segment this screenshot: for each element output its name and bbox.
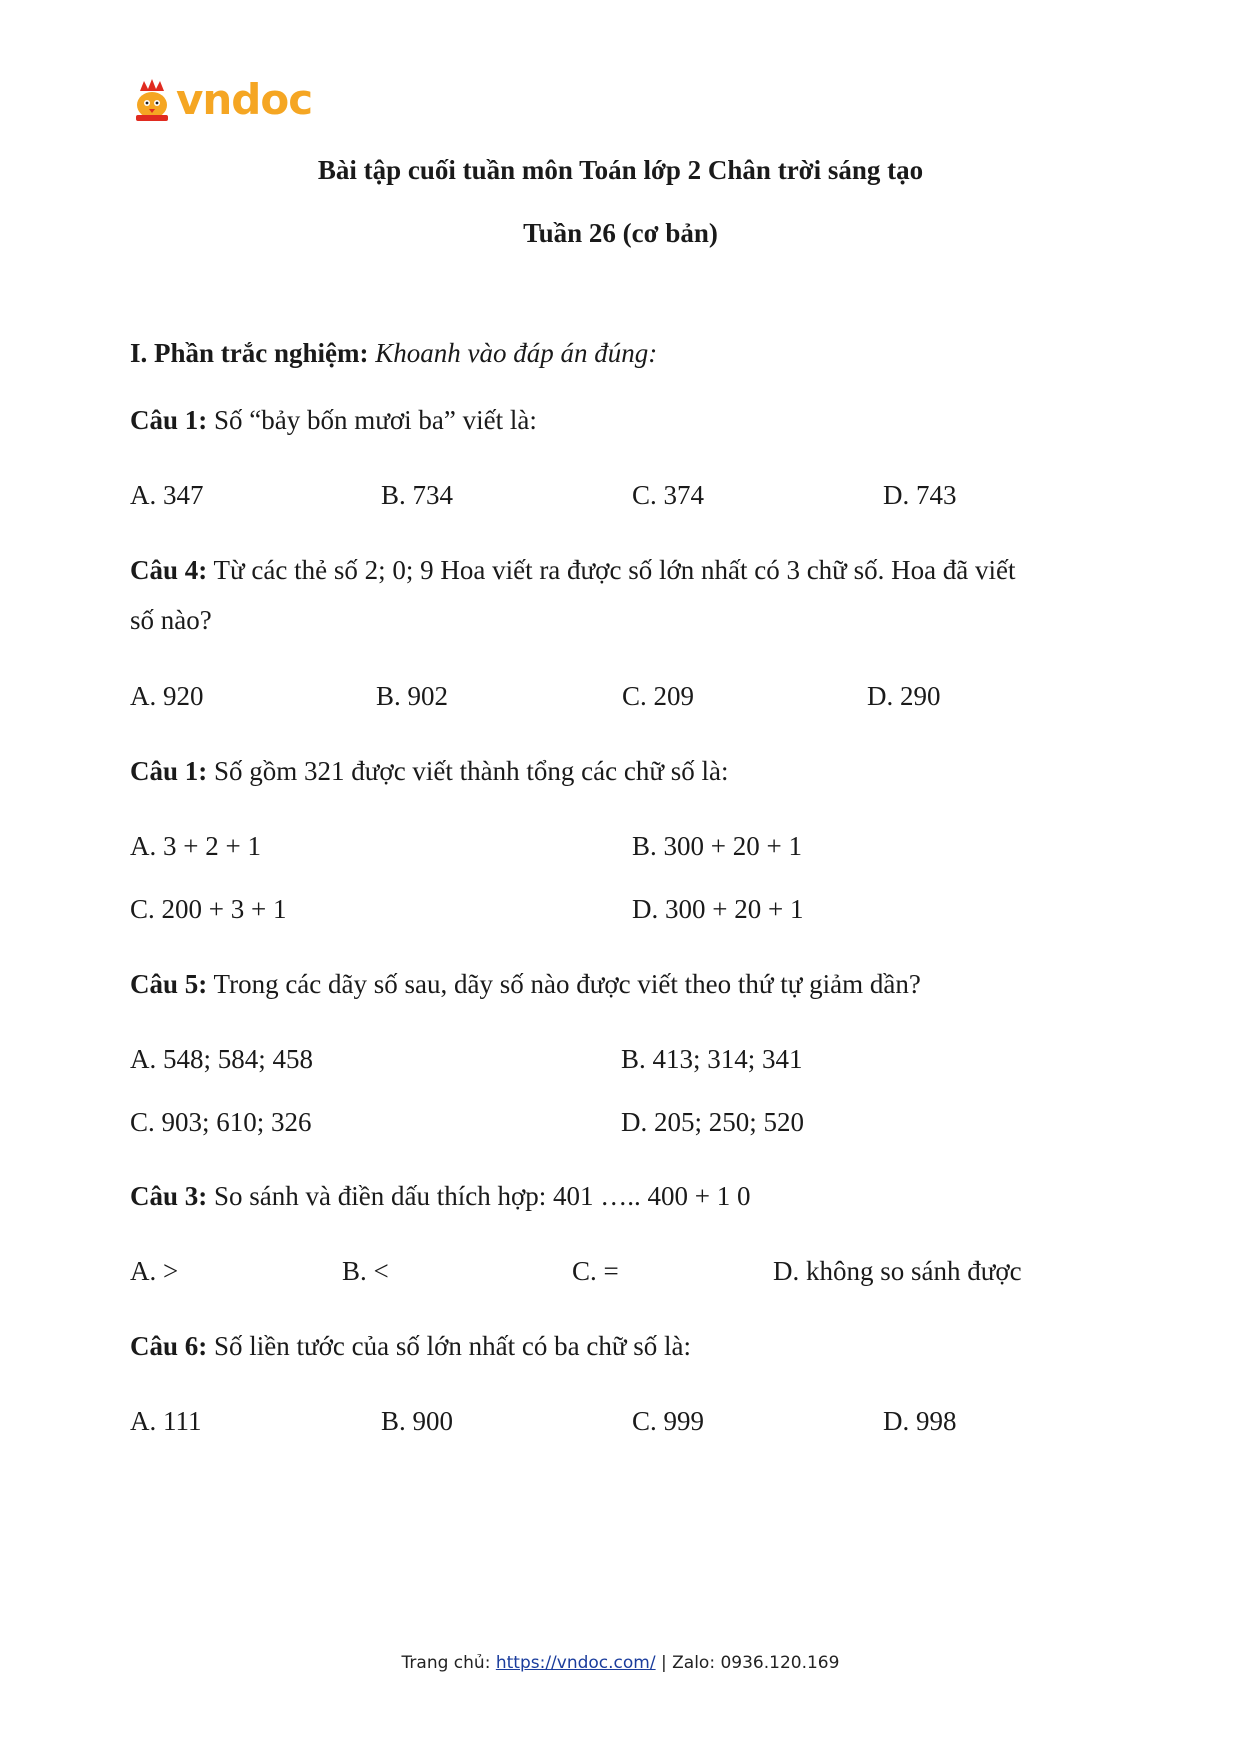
document-subtitle: Tuần 26 (cơ bản)	[523, 218, 718, 248]
option-b[interactable]: B. <	[342, 1256, 389, 1286]
option-d[interactable]: D. 205; 250; 520	[621, 1107, 805, 1137]
option-c[interactable]: C. =	[572, 1256, 619, 1286]
option-d[interactable]: D. 300 + 20 + 1	[632, 894, 804, 924]
option-a[interactable]: A. 347	[130, 480, 204, 510]
question-text: Trong các dãy số sau, dãy số nào được viết theo thứ tự giảm dần?	[207, 969, 921, 999]
document-title: Bài tập cuối tuần môn Toán lớp 2 Chân trời sáng tạo	[317, 155, 924, 185]
question-2	[130, 555, 1016, 586]
question-3	[130, 756, 728, 787]
question-text: Số liền tước của số lớn nhất có ba chữ số là:	[207, 1331, 691, 1361]
question-text: Số “bảy bốn mươi ba” viết là:	[207, 405, 537, 435]
footer-home-link[interactable]: https://vndoc.com/	[495, 1653, 656, 1673]
vndoc-logo[interactable]	[132, 74, 312, 126]
question-label: Câu 6:	[130, 1331, 208, 1361]
option-c[interactable]: C. 200 + 3 + 1	[130, 894, 287, 924]
footer-separator: |	[655, 1653, 673, 1673]
section-label: I. Phần trắc nghiệm:	[130, 338, 369, 368]
option-a[interactable]: A. 548; 584; 458	[130, 1044, 314, 1074]
question-4	[130, 969, 921, 1000]
option-c[interactable]: C. 209	[622, 681, 695, 711]
logo-text: vndoc	[176, 75, 313, 124]
option-b[interactable]: B. 413; 314; 341	[621, 1044, 803, 1074]
option-d[interactable]: D. 290	[867, 681, 941, 711]
question-1	[130, 405, 537, 436]
option-b[interactable]: B. 900	[381, 1406, 454, 1436]
footer-zalo: Zalo: 0936.120.169	[672, 1653, 840, 1673]
option-d[interactable]: D. 743	[883, 480, 957, 510]
question-label: Câu 3:	[130, 1181, 208, 1211]
option-c[interactable]: C. 374	[632, 480, 705, 510]
option-c[interactable]: C. 999	[632, 1406, 705, 1436]
section-heading	[130, 338, 657, 369]
option-c[interactable]: C. 903; 610; 326	[130, 1107, 312, 1137]
mascot-icon	[132, 77, 172, 123]
question-text: Từ các thẻ số 2; 0; 9 Hoa viết ra được số lớn nhất có 3 chữ số. Hoa đã viết	[207, 555, 1016, 585]
option-a[interactable]: A. >	[130, 1256, 179, 1286]
option-a[interactable]: A. 920	[130, 681, 204, 711]
footer-home-label: Trang chủ:	[401, 1653, 496, 1673]
section-instruction: Khoanh vào đáp án đúng:	[375, 338, 658, 368]
question-label: Câu 1:	[130, 405, 208, 435]
question-6	[130, 1331, 691, 1362]
question-label: Câu 4:	[130, 555, 208, 585]
question-label: Câu 1:	[130, 756, 208, 786]
option-b[interactable]: B. 734	[381, 480, 454, 510]
page-footer	[0, 1653, 1241, 1673]
question-label: Câu 5:	[130, 969, 208, 999]
option-b[interactable]: B. 902	[376, 681, 449, 711]
question-2-continued: số nào?	[130, 605, 212, 635]
option-a[interactable]: A. 111	[130, 1406, 202, 1436]
question-text: Số gồm 321 được viết thành tổng các chữ số là:	[207, 756, 729, 786]
option-b[interactable]: B. 300 + 20 + 1	[632, 831, 802, 861]
option-d[interactable]: D. 998	[883, 1406, 957, 1436]
option-d[interactable]: D. không so sánh được	[773, 1256, 1022, 1286]
option-a[interactable]: A. 3 + 2 + 1	[130, 831, 261, 861]
question-text: So sánh và điền dấu thích hợp: 401 ….. 400 + 1 0	[207, 1181, 751, 1211]
question-5	[130, 1181, 750, 1212]
